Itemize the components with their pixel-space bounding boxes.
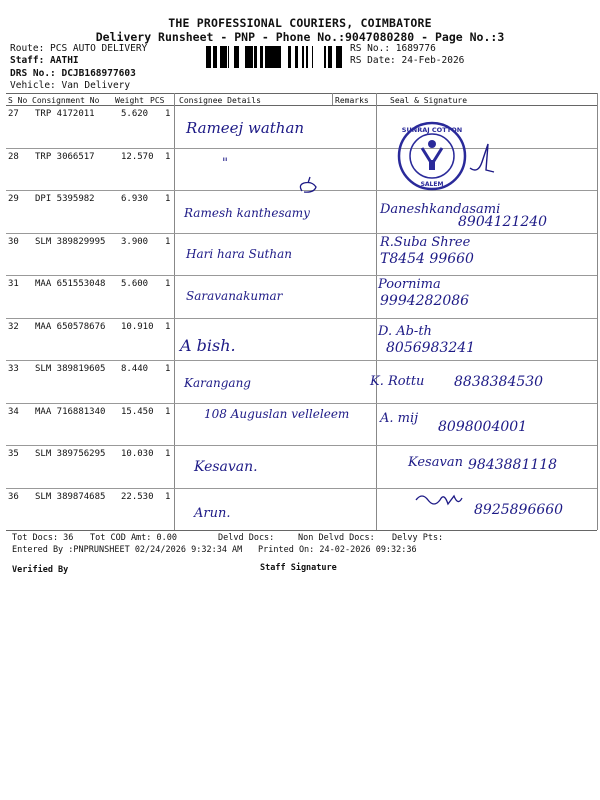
barcode-bar xyxy=(210,46,211,68)
barcode-bar xyxy=(307,46,308,68)
pieces-count: 1 xyxy=(165,151,171,162)
receiver-phone-number: 9843881118 xyxy=(468,457,558,473)
receiver-phone-number: 8904121240 xyxy=(458,214,548,230)
pieces-count: 1 xyxy=(165,491,171,502)
pieces-count: 1 xyxy=(165,109,171,119)
page-subtitle: Delivery Runsheet - PNP - Phone No.:9047080280 - Page No.:3 xyxy=(95,30,505,44)
table-bottom-border xyxy=(6,530,597,531)
vehicle-label: Vehicle: Van Delivery xyxy=(10,80,131,91)
weight-value: 15.450 xyxy=(121,406,154,417)
barcode-bar xyxy=(279,46,281,68)
pieces-count: 1 xyxy=(165,279,171,289)
barcode-bar xyxy=(267,46,270,68)
col-header-pcs: PCS xyxy=(150,96,165,105)
consignment-number: MAA 716881340 xyxy=(35,406,106,417)
barcode-bar xyxy=(312,46,313,68)
pieces-count: 1 xyxy=(165,321,171,332)
receiver-phone-number: 8925896660 xyxy=(474,501,564,518)
barcode-bar xyxy=(339,46,342,68)
entered-by: Entered By :PNPRUNSHEET 02/24/2026 9:32:34 AM xyxy=(12,545,243,555)
weight-value: 10.910 xyxy=(121,321,154,332)
route-label: Route: PCS AUTO DELIVERY xyxy=(10,43,148,54)
pieces-count: 1 xyxy=(165,236,171,247)
col-header-consignment: Consignment No xyxy=(32,96,100,105)
drs-number: DRS No.: DCJB168977603 xyxy=(10,68,136,79)
consignment-number: SLM 389756295 xyxy=(35,449,106,459)
receiver-signature: A. mij xyxy=(380,410,419,426)
serial-number: 36 xyxy=(8,491,19,502)
consignment-number: MAA 650578676 xyxy=(35,321,106,332)
col-header-weight: Weight xyxy=(115,96,144,105)
rs-date: RS Date: 24-Feb-2026 xyxy=(350,55,465,66)
pieces-count: 1 xyxy=(165,406,171,417)
consignee-handwritten-name: Arun. xyxy=(194,505,231,521)
signature-scribble xyxy=(414,490,464,512)
consignment-number: SLM 389819605 xyxy=(35,364,106,374)
serial-number: 31 xyxy=(8,279,19,289)
table-top-border xyxy=(6,93,597,94)
barcode-bar xyxy=(222,46,225,68)
barcode-bar xyxy=(295,46,298,68)
col-header-seal: Seal & Signature xyxy=(390,96,468,105)
barcode-bar xyxy=(254,46,257,68)
weight-value: 8.440 xyxy=(121,364,149,374)
pieces-count: 1 xyxy=(165,194,171,204)
consignment-number: SLM 389829995 xyxy=(35,236,106,247)
weight-value: 3.900 xyxy=(121,236,149,247)
stamp-text-bottom: SALEM xyxy=(420,181,444,188)
barcode-bar xyxy=(216,46,217,68)
serial-number: 32 xyxy=(8,321,19,332)
barcode-bar xyxy=(328,46,329,68)
serial-number: 28 xyxy=(8,151,19,162)
barcode-bar xyxy=(228,46,229,68)
receiver-phone-number: 9994282086 xyxy=(380,293,470,309)
weight-value: 22.530 xyxy=(121,491,154,502)
table-row xyxy=(0,403,600,446)
barcode-bar xyxy=(245,46,247,68)
pieces-count: 1 xyxy=(165,364,171,374)
barcode-bar xyxy=(247,46,250,68)
consignment-number: DPI 5395982 xyxy=(35,194,95,204)
total-docs: Tot Docs: 36 xyxy=(12,533,74,543)
barcode-bar xyxy=(288,46,291,68)
delivered-docs: Delvd Docs: xyxy=(218,533,275,543)
barcode-bar xyxy=(324,46,326,68)
barcode-bar xyxy=(306,46,307,68)
consignee-handwritten-name: A bish. xyxy=(180,335,236,355)
rs-number: RS No.: 1689776 xyxy=(350,43,436,54)
table-row xyxy=(0,445,600,488)
receiver-signature: Poornima xyxy=(378,277,441,292)
serial-number: 33 xyxy=(8,364,19,374)
signature-scribble xyxy=(466,140,496,180)
pieces-count: 1 xyxy=(165,449,171,459)
receiver-signature: Kesavan xyxy=(408,455,463,470)
non-delivered-docs: Non Delvd Docs: xyxy=(298,533,375,543)
table-row xyxy=(0,233,600,276)
weight-value: 5.620 xyxy=(121,109,149,119)
barcode-bar xyxy=(250,46,253,68)
barcode-bar xyxy=(208,46,210,68)
table-row xyxy=(0,105,600,148)
barcode-bar xyxy=(274,46,277,68)
delivery-points: Delvy Pts: xyxy=(392,533,444,543)
barcode-bar xyxy=(270,46,273,68)
total-cod-amount: Tot COD Amt: 0.00 xyxy=(90,533,177,543)
barcode-graphic xyxy=(206,46,344,68)
serial-number: 30 xyxy=(8,236,19,247)
serial-number: 34 xyxy=(8,406,19,417)
receiver-signature: Daneshkandasami xyxy=(380,202,501,217)
table-row xyxy=(0,360,600,403)
verified-by-label: Verified By xyxy=(12,565,69,575)
barcode-bar xyxy=(225,46,227,68)
barcode-bar xyxy=(302,46,304,68)
staff-label: Staff: AATHI xyxy=(10,55,79,66)
weight-value: 6.930 xyxy=(121,194,149,204)
receiver-signature: R.Suba Shree xyxy=(380,234,471,250)
weight-value: 5.600 xyxy=(121,279,149,289)
receiver-phone-number: 8838384530 xyxy=(454,374,544,390)
barcode-bar xyxy=(336,46,339,68)
barcode-bar xyxy=(277,46,279,68)
serial-number: 27 xyxy=(8,109,19,119)
table-row xyxy=(0,190,600,233)
consignee-handwritten-name: Ramesh kanthesamy xyxy=(184,206,310,220)
ditto-scribble xyxy=(296,175,326,195)
barcode-bar xyxy=(213,46,216,68)
weight-value: 10.030 xyxy=(121,449,154,459)
consignment-number: MAA 651553048 xyxy=(35,279,106,289)
barcode-bar xyxy=(220,46,222,68)
barcode-bar xyxy=(236,46,237,68)
staff-signature-label: Staff Signature xyxy=(260,563,337,573)
serial-number: 35 xyxy=(8,449,19,459)
consignee-handwritten-name: " xyxy=(222,155,228,171)
consignment-number: TRP 3066517 xyxy=(35,151,95,162)
serial-number: 29 xyxy=(8,194,19,204)
consignee-handwritten-name: Karangang xyxy=(184,376,251,390)
barcode-bar xyxy=(260,46,263,68)
col-header-consignee: Consignee Details xyxy=(179,96,261,105)
consignment-number: TRP 4172011 xyxy=(35,109,95,119)
consignee-handwritten-name: 108 Auguslan velleleem xyxy=(204,406,350,421)
barcode-bar xyxy=(237,46,239,68)
receiver-signature: D. Ab-th xyxy=(378,323,432,339)
consignment-number: SLM 389874685 xyxy=(35,491,106,502)
table-row xyxy=(0,318,600,361)
col-header-remarks: Remarks xyxy=(335,96,369,105)
consignee-handwritten-name: Hari hara Suthan xyxy=(186,246,292,261)
barcode-bar xyxy=(265,46,267,68)
barcode-bar xyxy=(234,46,236,68)
receiver-phone-number: T8454 99660 xyxy=(380,250,474,267)
table-row xyxy=(0,275,600,318)
barcode-bar xyxy=(329,46,332,68)
stamp-text-top: SUNRAJ COTTON xyxy=(401,126,463,134)
receiver-signature: K. Rottu xyxy=(370,374,425,389)
column-divider xyxy=(332,93,333,105)
consignee-handwritten-name: Saravanakumar xyxy=(186,289,283,303)
barcode-bar xyxy=(206,46,208,68)
page-title: THE PROFESSIONAL COURIERS, COIMBATORE xyxy=(168,16,432,30)
consignee-handwritten-name: Rameej wathan xyxy=(186,119,305,137)
table-row xyxy=(0,488,600,531)
weight-value: 12.570 xyxy=(121,151,154,162)
barcode-bar xyxy=(273,46,274,68)
printed-on: Printed On: 24-02-2026 09:32:36 xyxy=(258,545,417,555)
company-seal-stamp xyxy=(396,120,468,192)
col-header-sno: S No xyxy=(8,96,28,105)
consignee-handwritten-name: Kesavan. xyxy=(194,459,258,475)
receiver-phone-number: 8056983241 xyxy=(386,339,476,356)
receiver-phone-number: 8098004001 xyxy=(438,418,528,435)
